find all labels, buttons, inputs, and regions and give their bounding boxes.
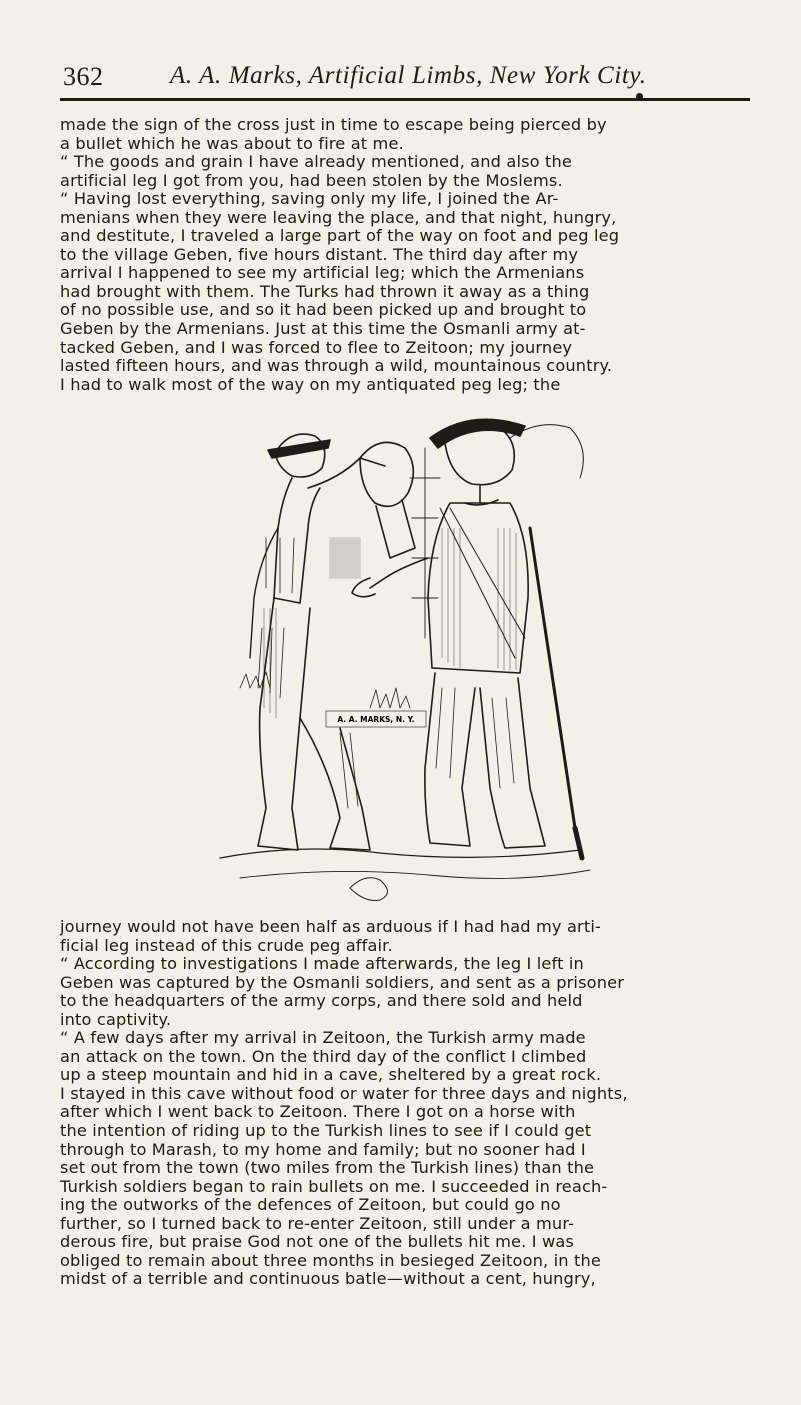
text-line: I stayed in this cave without food or water for three days and nights, — [60, 1083, 628, 1103]
header-rule — [60, 98, 750, 101]
text-line: had brought with them. The Turks had thrown it away as a thing — [60, 281, 590, 301]
text-line: up a steep mountain and hid in a cave, sheltered by a great rock. — [60, 1065, 602, 1085]
text-line: to the headquarters of the army corps, and there sold and held — [60, 991, 583, 1011]
engraving-stamp: A. A. MARKS, N. Y. — [337, 715, 415, 724]
text-line: “ A few days after my arrival in Zeitoon, the Turkish army made — [60, 1028, 586, 1048]
text-line: I had to walk most of the way on my antiquated peg leg; the — [60, 374, 561, 394]
header-rule-ornament — [636, 93, 643, 100]
text-line: after which I went back to Zeitoon. There I got on a horse with — [60, 1102, 576, 1122]
running-header — [60, 56, 750, 96]
text-line: an attack on the town. On the third day of the conflict I climbed — [60, 1046, 587, 1066]
text-line: made the sign of the cross just in time to escape being pierced by — [60, 115, 607, 134]
text-line: “ The goods and grain I have already mentioned, and also the — [60, 152, 573, 172]
text-line: into captivity. — [60, 1009, 172, 1029]
text-line: Geben was captured by the Osmanli soldiers, and sent as a prisoner — [60, 972, 625, 992]
text-line: menians when they were leaving the place, and that night, hungry, — [60, 207, 617, 227]
text-line: “ Having lost everything, saving only my life, I joined the Ar- — [60, 189, 559, 209]
text-line: midst of a terrible and continuous batle—without a cent, hungry, — [60, 1269, 596, 1289]
text-line: artificial leg I got from you, had been stolen by the Moslems. — [60, 170, 563, 190]
text-line: derous fire, but praise God not one of the bullets hit me. I was — [60, 1232, 574, 1252]
engraving-illustration — [180, 388, 630, 908]
body-text-top — [60, 116, 750, 394]
text-line: further, so I turned back to re-enter Zeitoon, still under a mur- — [60, 1213, 575, 1233]
text-line: ficial leg instead of this crude peg affair. — [60, 935, 393, 955]
text-line: of no possible use, and so it had been picked up and brought to — [60, 300, 587, 320]
text-line: “ According to investigations I made afterwards, the leg I left in — [60, 954, 584, 974]
text-line: ing the outworks of the defences of Zeitoon, but could go no — [60, 1195, 561, 1215]
text-line: lasted fifteen hours, and was through a wild, mountainous country. — [60, 356, 613, 376]
text-line: and destitute, I traveled a large part of the way on foot and peg leg — [60, 226, 620, 246]
text-line: to the village Geben, five hours distant. The third day after my — [60, 244, 579, 264]
text-line: tacked Geben, and I was forced to flee to Zeitoon; my journey — [60, 337, 573, 357]
text-line: Geben by the Armenians. Just at this time the Osmanli army at- — [60, 319, 586, 339]
text-line: journey would not have been half as arduous if I had had my arti- — [60, 917, 601, 936]
engraving-drawing — [180, 388, 630, 908]
text-line: obliged to remain about three months in besieged Zeitoon, in the — [60, 1250, 602, 1270]
text-line: the intention of riding up to the Turkish lines to see if I could get — [60, 1121, 592, 1141]
text-line: Turkish soldiers began to rain bullets on me. I succeeded in reach- — [60, 1176, 608, 1196]
text-line: through to Marash, to my home and family; but no sooner had I — [60, 1139, 586, 1159]
page-number: 362 — [63, 62, 104, 91]
running-title: A. A. Marks, Artificial Limbs, New York City. — [170, 62, 647, 89]
text-line: set out from the town (two miles from the Turkish lines) than the — [60, 1158, 595, 1178]
text-line: a bullet which he was about to fire at me. — [60, 133, 404, 153]
body-text-bottom — [60, 918, 750, 1289]
text-line: arrival I happened to see my artificial leg; which the Armenians — [60, 263, 585, 283]
